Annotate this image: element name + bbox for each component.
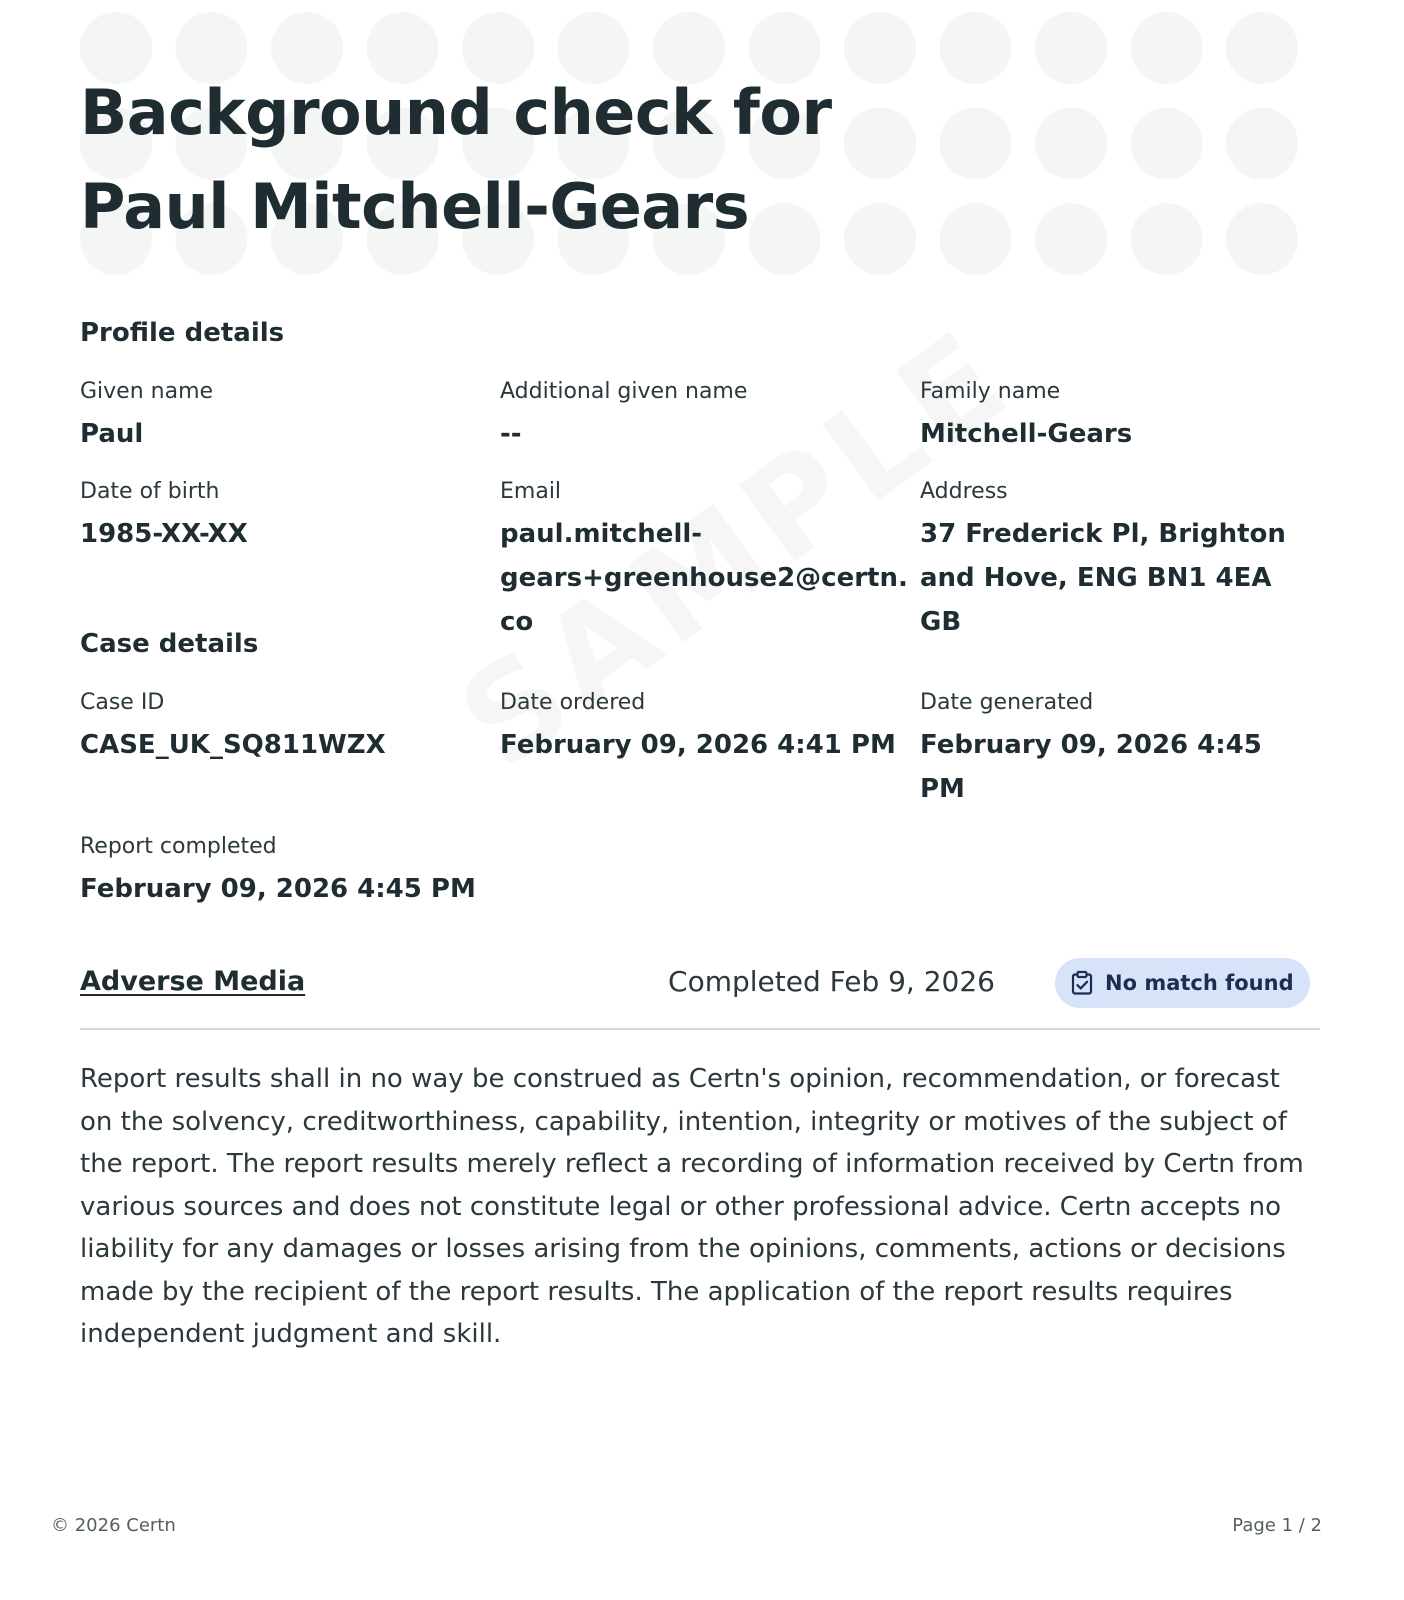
adverse-media-row	[80, 958, 1320, 1030]
given-name-value: Paul	[80, 419, 144, 449]
date-of-birth-label: Date of birth	[80, 479, 220, 504]
decorative-dot	[1131, 12, 1203, 84]
additional-given-name-field	[500, 376, 920, 456]
email-label: Email	[500, 479, 562, 504]
decorative-dot	[940, 12, 1012, 84]
decorative-dot	[844, 108, 916, 180]
adverse-media-link[interactable]: Adverse Media	[80, 966, 306, 997]
case-details-section	[80, 627, 1320, 911]
decorative-dot	[1131, 108, 1203, 180]
decorative-dot	[1035, 108, 1107, 180]
status-badge	[1055, 958, 1310, 1008]
date-generated-label: Date generated	[920, 690, 1094, 715]
address-value: 37 Frederick Pl, Brighton and Hove, ENG BN1 4EA GB	[920, 519, 1286, 637]
given-name-label: Given name	[80, 379, 214, 404]
decorative-dot	[1131, 203, 1203, 275]
decorative-dot	[844, 203, 916, 275]
adverse-media-completed-date: Completed Feb 9, 2026	[668, 965, 995, 998]
profile-details-grid	[80, 376, 1320, 644]
page-title-line-1: Background check for	[80, 76, 832, 149]
address-field	[920, 476, 1320, 644]
case-id-value: CASE_UK_SQ811WZX	[80, 730, 386, 760]
page-title	[80, 66, 832, 254]
decorative-dot	[1226, 12, 1298, 84]
profile-details-heading: Profile details	[80, 318, 285, 348]
decorative-dot	[1226, 108, 1298, 180]
footer-copyright: © 2026 Certn	[51, 1515, 176, 1536]
page-title-line-2: Paul Mitchell-Gears	[80, 170, 750, 243]
decorative-dot	[1035, 12, 1107, 84]
decorative-dot	[940, 203, 1012, 275]
report-completed-label: Report completed	[80, 834, 277, 859]
clipboard-check-icon	[1069, 970, 1095, 996]
given-name-field	[80, 376, 500, 456]
decorative-dot	[844, 12, 916, 84]
additional-given-name-value: --	[500, 419, 522, 449]
decorative-dot	[1035, 203, 1107, 275]
report-completed-field	[80, 831, 500, 911]
date-ordered-value: February 09, 2026 4:41 PM	[500, 730, 896, 760]
email-value: paul.mitchell-gears+greenhouse2@certn.co	[500, 519, 908, 637]
decorative-dot	[940, 108, 1012, 180]
date-ordered-label: Date ordered	[500, 690, 646, 715]
date-generated-field	[920, 687, 1320, 811]
case-details-heading: Case details	[80, 629, 259, 659]
address-label: Address	[920, 479, 1008, 504]
decorative-dot	[1226, 203, 1298, 275]
profile-details-section	[80, 316, 1320, 644]
report-header	[80, 66, 832, 254]
date-of-birth-value: 1985-XX-XX	[80, 519, 248, 549]
date-of-birth-field	[80, 476, 500, 644]
case-details-grid	[80, 687, 1320, 911]
family-name-value: Mitchell-Gears	[920, 419, 1133, 449]
case-id-field	[80, 687, 500, 811]
family-name-label: Family name	[920, 379, 1061, 404]
email-field	[500, 476, 920, 644]
status-badge-label: No match found	[1105, 971, 1294, 995]
date-generated-value: February 09, 2026 4:45 PM	[920, 730, 1262, 804]
footer-page-number: Page 1 / 2	[1232, 1515, 1322, 1536]
disclaimer-text: Report results shall in no way be construed as Certn's opinion, recommendation, or forecast on the solvency, creditworthiness, capability, intention, integrity or motives of the subject of the report. The report results merely reflect a recording of information received by Certn from various sources and does not constitute legal or other professional advice. Certn accepts no liability for any damages or losses arising from the opinions, comments, actions or decisions made by the recipient of the report results. The application of the report results requires independent judgment and skill.	[80, 1064, 1304, 1349]
additional-given-name-label: Additional given name	[500, 379, 748, 404]
date-ordered-field	[500, 687, 920, 811]
case-id-label: Case ID	[80, 690, 165, 715]
family-name-field	[920, 376, 1320, 456]
report-completed-value: February 09, 2026 4:45 PM	[80, 874, 476, 904]
